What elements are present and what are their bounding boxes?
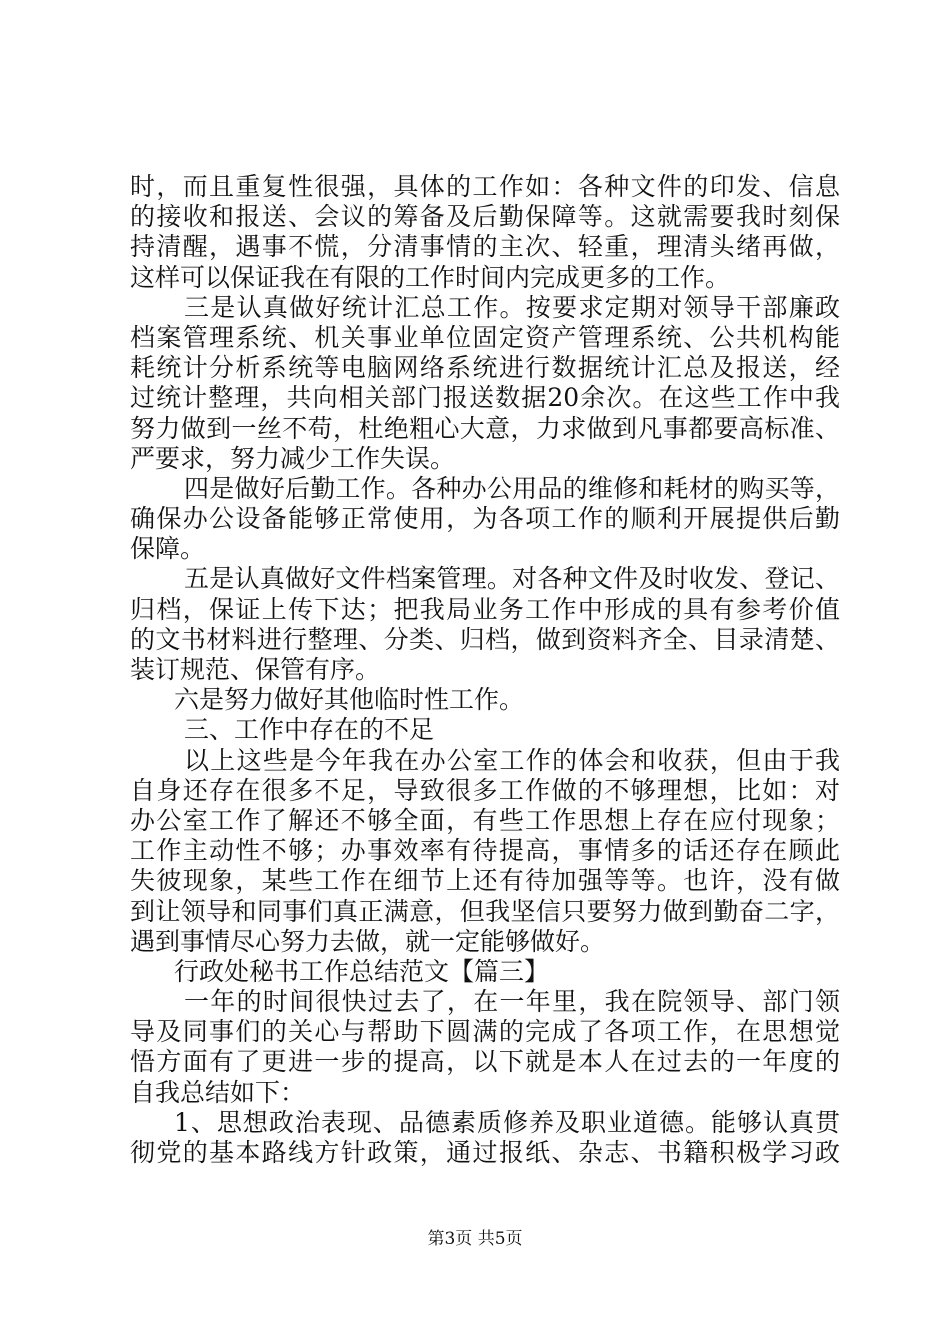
text-line: 严要求，努力减少工作失误。 <box>130 443 456 473</box>
text-line: 一年的时间很快过去了，在一年里，我在院领导、部门领 <box>184 987 840 1017</box>
paragraph <box>130 474 840 565</box>
text-line: 到让领导和同事们真正满意，但我坚信只要努力做到勤奋二字， <box>130 896 840 926</box>
text-line: 保障。 <box>130 534 206 564</box>
paragraph <box>130 957 840 987</box>
text-line: 自我总结如下： <box>130 1077 306 1107</box>
text-line: 耗统计分析系统等电脑网络系统进行数据统计汇总及报送，经 <box>130 353 840 383</box>
paragraph <box>130 564 840 685</box>
paragraph <box>130 293 840 474</box>
text-line: 过统计整理，共向相关部门报送数据20余次。在这些工作中我 <box>130 383 840 413</box>
text-line: 装订规范、保管有序。 <box>130 655 381 684</box>
paragraph <box>130 172 840 293</box>
text-line: 三是认真做好统计汇总工作。按要求定期对领导干部廉政 <box>184 292 840 322</box>
text-line: 导及同事们的关心与帮助下圆满的完成了各项工作，在思想觉 <box>130 1017 840 1047</box>
paragraph <box>130 715 840 745</box>
text-line: 的接收和报送、会议的筹备及后勤保障等。这就需要我时刻保 <box>130 202 840 232</box>
text-line: 以上这些是今年我在办公室工作的体会和收获，但由于我 <box>184 745 840 775</box>
text-line: 努力做到一丝不苟，杜绝粗心大意，力求做到凡事都要高标准、 <box>130 413 840 443</box>
paragraph <box>130 746 840 957</box>
text-line: 三、工作中存在的不足 <box>184 715 435 745</box>
text-line: 自身还存在很多不足，导致很多工作做的不够理想，比如：对 <box>130 775 840 805</box>
text-line: 工作主动性不够；办事效率有待提高，事情多的话还存在顾此 <box>130 836 840 866</box>
text-line: 1、思想政治表现、品德素质修养及职业道德。能够认真贯 <box>174 1107 840 1137</box>
text-line: 归档，保证上传下达；把我局业务工作中形成的具有参考价值 <box>130 594 840 624</box>
page-footer: 第3页 共5页 <box>427 1229 523 1249</box>
text-line: 这样可以保证我在有限的工作时间内完成更多的工作。 <box>130 262 731 292</box>
text-line: 四是做好后勤工作。各种办公用品的维修和耗材的购买等， <box>184 473 840 503</box>
text-line: 悟方面有了更进一步的提高，以下就是本人在过去的一年度的 <box>130 1047 840 1077</box>
paragraph <box>130 685 840 715</box>
text-line: 彻党的基本路线方针政策，通过报纸、杂志、书籍积极学习政 <box>130 1138 840 1167</box>
document-body <box>130 172 840 1168</box>
text-line: 确保办公设备能够正常使用，为各项工作的顺利开展提供后勤 <box>130 504 840 534</box>
text-line: 六是努力做好其他临时性工作。 <box>174 685 525 715</box>
text-line: 遇到事情尽心努力去做，就一定能够做好。 <box>130 926 606 956</box>
text-line: 失彼现象，某些工作在细节上还有待加强等等。也许，没有做 <box>130 866 840 896</box>
text-line: 办公室工作了解还不够全面，有些工作思想上存在应付现象； <box>130 805 840 835</box>
text-line: 行政处秘书工作总结范文【篇三】 <box>174 956 550 986</box>
text-line: 档案管理系统、机关事业单位固定资产管理系统、公共机构能 <box>130 322 840 352</box>
text-line: 五是认真做好文件档案管理。对各种文件及时收发、登记、 <box>184 564 840 594</box>
text-line: 的文书材料进行整理、分类、归档，做到资料齐全、目录清楚、 <box>130 624 840 654</box>
paragraph <box>130 987 840 1108</box>
text-line: 时，而且重复性很强，具体的工作如：各种文件的印发、信息 <box>130 172 840 201</box>
text-line: 持清醒，遇事不慌，分清事情的主次、轻重，理清头绪再做， <box>130 232 840 262</box>
paragraph <box>130 1108 840 1168</box>
